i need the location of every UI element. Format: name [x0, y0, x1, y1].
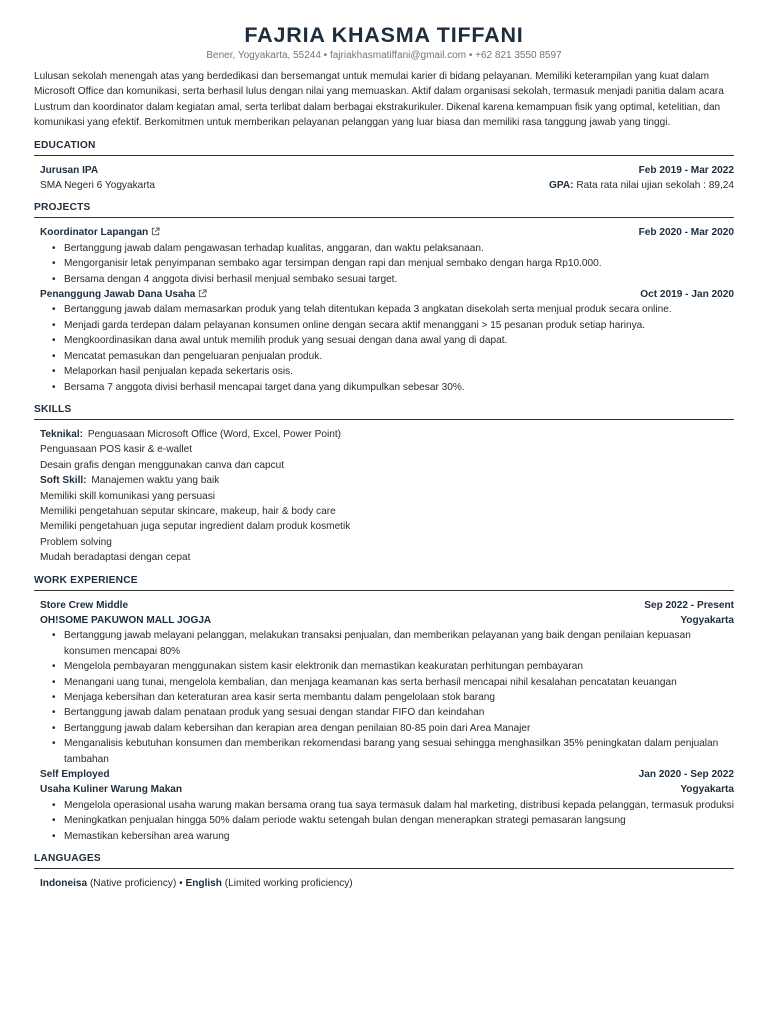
project-dates: Feb 2020 - Mar 2020: [638, 227, 734, 239]
list-item: • Menjadi garda terdepan dalam pelayanan konsumen online dengan secara aktif menanggani > 15 pesanan produk setiap harinya.: [64, 318, 734, 333]
external-link-icon[interactable]: [198, 289, 207, 298]
education-heading: EDUCATION: [34, 140, 734, 156]
project-entry: [34, 287, 734, 302]
work-heading: WORK EXPERIENCE: [34, 575, 734, 591]
list-item: • Bertanggung jawab dalam penataan produk yang sesuai dengan standar FIFO dan keindahan: [64, 705, 734, 720]
skill-item: Penguasaan Microsoft Office (Word, Excel, Power Point): [87, 428, 342, 440]
list-item: • Menangani uang tunai, mengelola kembalian, dan menjaga keamanan kas serta berhasil mencapai nihil kesalahan pencatatan keuangan: [64, 675, 734, 690]
education-degree: Jurusan IPA: [40, 164, 99, 176]
project-title: [40, 287, 207, 302]
project-bullets: [34, 241, 734, 287]
projects-heading: PROJECTS: [34, 202, 734, 218]
work-bullets: [34, 798, 734, 844]
skill-group-label: Soft Skill:: [40, 475, 87, 487]
project-title: [40, 225, 160, 240]
list-item: • Mengelola operasional usaha warung makan bersama orang tua saya termasuk dalam hal marketing, distribusi kepada pelanggan, termasuk produksi: [64, 798, 734, 813]
work-role: Store Crew Middle: [40, 599, 129, 611]
work-company: OH!SOME PAKUWON MALL JOGJA: [40, 614, 212, 626]
list-item: • Bertanggung jawab dalam kebersihan dan kerapian area dengan penilaian 80-85 poin dari Area Manajer: [64, 721, 734, 736]
work-entry: [34, 767, 734, 798]
skills-heading: SKILLS: [34, 404, 734, 420]
skill-item: Memiliki skill komunikasi yang persuasi: [40, 490, 216, 502]
skill-item: Manajemen waktu yang baik: [91, 475, 220, 487]
work-location: Yogyakarta: [680, 784, 734, 796]
list-item: • Mengorganisir letak penyimpanan sembako agar tersimpan dengan rapi dan menjual sembako dengan harga Rp10.000.: [64, 256, 734, 271]
skill-group-soft: [34, 473, 734, 488]
list-item: • Mengelola pembayaran menggunakan sistem kasir elektronik dan memastikan keakuratan perhitungan pembayaran: [64, 659, 734, 674]
language-name: English: [185, 878, 222, 890]
work-dates: Sep 2022 - Present: [644, 599, 734, 611]
skill-item: Memiliki pengetahuan juga seputar ingredient dalam produk kosmetik: [40, 521, 351, 533]
skill-item: Mudah beradaptasi dengan cepat: [40, 552, 191, 564]
language-name: Indoneisa: [40, 878, 88, 890]
project-entry: [34, 225, 734, 240]
work-entry: [34, 598, 734, 629]
work-bullets: [34, 628, 734, 767]
project-bullets: [34, 302, 734, 394]
skill-group-label: Teknikal:: [40, 428, 84, 440]
candidate-name: FAJRIA KHASMA TIFFANI: [244, 23, 524, 47]
list-item: • Bersama 7 anggota divisi berhasil mencapai target dana yang dikumpulkan sebesar 30%.: [64, 380, 734, 395]
list-item: • Menjaga kebersihan dan keteraturan area kasir serta membantu dalam pengelolaan stok barang: [64, 690, 734, 705]
gpa-label: GPA:: [549, 180, 574, 192]
education-entry: [34, 163, 734, 194]
skills-block: [34, 427, 734, 566]
list-item: • Menganalisis kebutuhan konsumen dan memberikan rekomendasi barang yang sesuai sehingga menghasilkan 35% peningkatan dalam penjualan tambahan: [64, 736, 734, 767]
list-item: • Bertanggung jawab melayani pelanggan, melakukan transaksi penjualan, dan memberikan pelayanan yang baik dengan penilaian kepuasan konsumen mencapai 80%: [64, 628, 734, 659]
languages-line: [34, 876, 734, 891]
list-item: • Melaporkan hasil penjualan kepada sekertaris osis.: [64, 364, 734, 379]
external-link-icon[interactable]: [151, 227, 160, 236]
list-item: • Mencatat pemasukan dan pengeluaran penjualan produk.: [64, 349, 734, 364]
list-item: • Meningkatkan penjualan hingga 50% dalam periode waktu setengah bulan dengan menerapkan strategi pemasaran langsung: [64, 813, 734, 828]
education-dates: Feb 2019 - Mar 2022: [638, 164, 734, 176]
language-level: (Limited working proficiency): [224, 878, 353, 890]
skill-item: Problem solving: [40, 536, 112, 548]
work-dates: Jan 2020 - Sep 2022: [638, 769, 734, 781]
skill-item: Penguasaan POS kasir & e-wallet: [40, 444, 193, 456]
project-name: Koordinator Lapangan: [40, 227, 149, 239]
education-gpa: [549, 178, 734, 193]
work-company: Usaha Kuliner Warung Makan: [40, 784, 183, 796]
project-name: Penanggung Jawab Dana Usaha: [40, 289, 196, 301]
list-item: • Bersama dengan 4 anggota divisi berhasil menjual sembako sesuai target.: [64, 272, 734, 287]
skill-item: Desain grafis dengan menggunakan canva dan capcut: [40, 459, 285, 471]
contact-info: Bener, Yogyakarta, 55244 • fajriakhasmatiffani@gmail.com • +62 821 3550 8597: [206, 50, 562, 61]
list-item: • Mengkoordinasikan dana awal untuk memilih produk yang sesuai dengan dana awal yang di dapat.: [64, 333, 734, 348]
languages-heading: LANGUAGES: [34, 853, 734, 869]
language-separator: •: [179, 878, 183, 890]
skill-item: Memiliki pengetahuan seputar skincare, makeup, hair & body care: [40, 505, 336, 517]
list-item: • Bertanggung jawab dalam memasarkan produk yang telah ditentukan kepada 3 angkatan disekolah serta menjual produk secara online.: [64, 302, 734, 317]
education-school: SMA Negeri 6 Yogyakarta: [40, 180, 156, 192]
summary-paragraph: Lulusan sekolah menengah atas yang berdedikasi dan bersemangat untuk memulai karier di bidang pelayanan. Memiliki keterampilan yang kuat dalam Microsoft Office dan komunikasi, serta berhasil lulus dengan nilai yang memuaskan. Aktif dalam organisasi sekolah, termasuk menjadi panitia dalam acara Lustrum dan koordinator dalam kegiatan amal, serta terlibat dalam berbagai ekstrakurikuler. Dikenal karena kemampuan fisik yang optimal, ketelitian, dan komunikasi yang efektif. Berkomitmen untuk memberikan pelayanan pelanggan yang luar biasa dan memiliki rasa tanggung jawab yang tinggi.: [34, 71, 724, 129]
skill-group-technical: [34, 427, 734, 442]
project-dates: Oct 2019 - Jan 2020: [640, 289, 734, 301]
language-level: (Native proficiency): [89, 878, 177, 890]
work-role: Self Employed: [40, 769, 110, 781]
list-item: • Bertanggung jawab dalam pengawasan terhadap kualitas, anggaran, dan waktu pelaksanaan.: [64, 241, 734, 256]
gpa-value: Rata rata nilai ujian sekolah : 89,24: [576, 180, 734, 192]
list-item: • Memastikan kebersihan area warung: [64, 829, 734, 844]
work-location: Yogyakarta: [680, 614, 734, 626]
